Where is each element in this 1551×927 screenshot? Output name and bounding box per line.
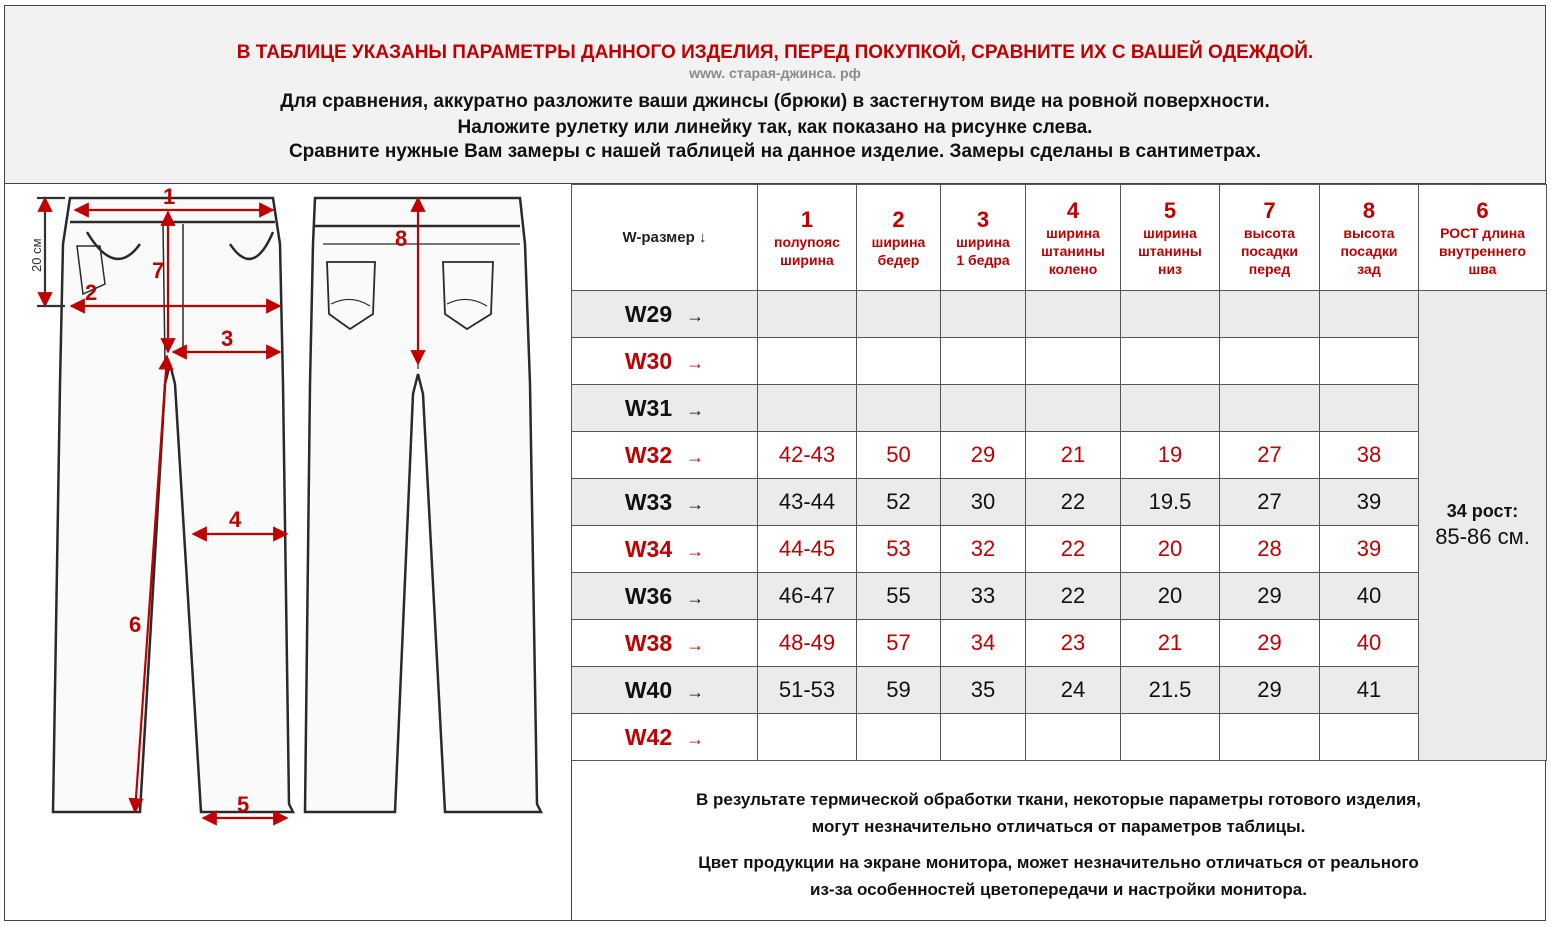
note-line: могут незначительно отличаться от параметров таблицы. <box>811 817 1306 836</box>
value-cell: 27 <box>1220 479 1320 526</box>
value-cell <box>758 714 857 761</box>
label-1: 1 <box>163 184 176 209</box>
table-row <box>572 714 1547 761</box>
value-cell: 33 <box>941 573 1026 620</box>
table-body <box>572 291 1547 761</box>
column-header: 5 ширина штанины низ <box>1121 185 1220 291</box>
value-cell <box>1121 338 1220 385</box>
instruction-line-3: Сравните нужные Вам замеры с нашей таблицей на данное изделие. Замеры сделаны в сантиметрах. <box>288 141 1262 162</box>
value-cell: 22 <box>1026 479 1121 526</box>
size-cell: W31 → <box>572 385 758 432</box>
header-panel <box>5 6 1545 184</box>
column-header: 2 ширина бедер <box>857 185 941 291</box>
value-cell: 28 <box>1220 526 1320 573</box>
table-row <box>572 667 1547 714</box>
table-row <box>572 620 1547 667</box>
value-cell <box>1320 291 1419 338</box>
value-cell: 43-44 <box>758 479 857 526</box>
value-cell: 51-53 <box>758 667 857 714</box>
value-cell: 29 <box>1220 573 1320 620</box>
label-7: 7 <box>152 258 165 283</box>
size-cell: W34 → <box>572 526 758 573</box>
value-cell: 24 <box>1026 667 1121 714</box>
value-cell: 48-49 <box>758 620 857 667</box>
value-cell <box>1320 338 1419 385</box>
value-cell: 41 <box>1320 667 1419 714</box>
value-cell <box>941 338 1026 385</box>
value-cell: 55 <box>857 573 941 620</box>
value-cell <box>941 291 1026 338</box>
value-cell <box>857 338 941 385</box>
table-row <box>572 385 1547 432</box>
value-cell <box>857 291 941 338</box>
value-cell <box>1220 338 1320 385</box>
value-cell: 23 <box>1026 620 1121 667</box>
table-row <box>572 338 1547 385</box>
site-url: www. старая-джинса. рф <box>689 65 861 81</box>
value-cell <box>1320 714 1419 761</box>
value-cell <box>857 385 941 432</box>
value-cell: 27 <box>1220 432 1320 479</box>
size-cell: W36 → <box>572 573 758 620</box>
column-header: 8 высота посадки зад <box>1320 185 1419 291</box>
value-cell: 35 <box>941 667 1026 714</box>
value-cell: 38 <box>1320 432 1419 479</box>
jeans-diagram <box>5 184 571 920</box>
value-cell <box>1026 385 1121 432</box>
column-header: 4 ширина штанины колено <box>1026 185 1121 291</box>
note-line: Цвет продукции на экране монитора, может незначительно отличаться от реального <box>698 853 1419 872</box>
value-cell: 29 <box>1220 620 1320 667</box>
value-cell <box>941 714 1026 761</box>
warning-title: В ТАБЛИЦЕ УКАЗАНЫ ПАРАМЕТРЫ ДАННОГО ИЗДЕЛИЯ, ПЕРЕД ПОКУПКОЙ, СРАВНИТЕ ИХ С ВАШЕЙ ОДЕЖДОЙ. <box>236 42 1314 63</box>
value-cell: 29 <box>1220 667 1320 714</box>
table-row <box>572 526 1547 573</box>
value-cell <box>758 291 857 338</box>
size-column-header: W-размер ↓ <box>572 185 758 291</box>
table-header-row <box>572 185 1547 291</box>
value-cell: 46-47 <box>758 573 857 620</box>
value-cell: 39 <box>1320 479 1419 526</box>
size-cell: W30 → <box>572 338 758 385</box>
value-cell: 21 <box>1026 432 1121 479</box>
label-2: 2 <box>85 280 98 305</box>
value-cell: 19 <box>1121 432 1220 479</box>
value-cell: 22 <box>1026 573 1121 620</box>
value-cell: 42-43 <box>758 432 857 479</box>
label-8: 8 <box>395 226 408 251</box>
value-cell <box>1320 385 1419 432</box>
value-cell <box>1220 385 1320 432</box>
value-cell <box>758 385 857 432</box>
table-row <box>572 479 1547 526</box>
table-row <box>572 291 1547 338</box>
size-cell: W40 → <box>572 667 758 714</box>
note-line: В результате термической обработки ткани, некоторые параметры готового изделия, <box>696 790 1421 809</box>
value-cell: 29 <box>941 432 1026 479</box>
value-cell: 19.5 <box>1121 479 1220 526</box>
size-table <box>571 184 1547 761</box>
value-cell: 30 <box>941 479 1026 526</box>
size-cell: W33 → <box>572 479 758 526</box>
table-row <box>572 432 1547 479</box>
value-cell: 20 <box>1121 526 1220 573</box>
column-header: 7 высота посадки перед <box>1220 185 1320 291</box>
size-cell: W32 → <box>572 432 758 479</box>
column-header: 6 РОСТ длина внутреннего шва <box>1419 185 1547 291</box>
label-4: 4 <box>229 507 242 532</box>
value-cell: 21 <box>1121 620 1220 667</box>
value-cell <box>1121 291 1220 338</box>
note-line: из-за особенностей цветопередачи и настройки монитора. <box>810 880 1307 899</box>
value-cell: 44-45 <box>758 526 857 573</box>
value-cell: 59 <box>857 667 941 714</box>
back-jeans-outline <box>305 198 541 812</box>
value-cell: 34 <box>941 620 1026 667</box>
column-header: 3 ширина 1 бедра <box>941 185 1026 291</box>
jeans-measurement-figure <box>5 184 572 920</box>
value-cell: 53 <box>857 526 941 573</box>
value-cell <box>1026 338 1121 385</box>
value-cell <box>1026 714 1121 761</box>
column-header: 1 полупояс ширина <box>758 185 857 291</box>
value-cell: 39 <box>1320 526 1419 573</box>
instruction-line-1: Для сравнения, аккуратно разложите ваши джинсы (брюки) в застегнутом виде на ровной поверхности. <box>280 91 1270 112</box>
size-cell: W42 → <box>572 714 758 761</box>
value-cell <box>857 714 941 761</box>
value-cell: 57 <box>857 620 941 667</box>
value-cell: 50 <box>857 432 941 479</box>
label-5: 5 <box>237 792 250 817</box>
value-cell: 32 <box>941 526 1026 573</box>
instruction-line-2: Наложите рулетку или линейку так, как показано на рисунке слева. <box>457 117 1093 138</box>
value-cell <box>1026 291 1121 338</box>
label-3: 3 <box>221 326 234 351</box>
value-cell <box>1220 714 1320 761</box>
value-cell: 40 <box>1320 573 1419 620</box>
rost-cell: 34 рост: 85-86 см. <box>1419 291 1547 761</box>
value-cell: 52 <box>857 479 941 526</box>
value-cell: 20 <box>1121 573 1220 620</box>
value-cell <box>941 385 1026 432</box>
size-cell: W29 → <box>572 291 758 338</box>
table-row <box>572 573 1547 620</box>
value-cell: 40 <box>1320 620 1419 667</box>
value-cell <box>1121 385 1220 432</box>
label-6: 6 <box>129 612 142 637</box>
value-cell <box>1220 291 1320 338</box>
size-cell: W38 → <box>572 620 758 667</box>
side-label-20cm: 20 см <box>29 238 44 272</box>
value-cell: 22 <box>1026 526 1121 573</box>
value-cell <box>758 338 857 385</box>
notes-panel <box>572 764 1545 920</box>
value-cell: 21.5 <box>1121 667 1220 714</box>
value-cell <box>1121 714 1220 761</box>
